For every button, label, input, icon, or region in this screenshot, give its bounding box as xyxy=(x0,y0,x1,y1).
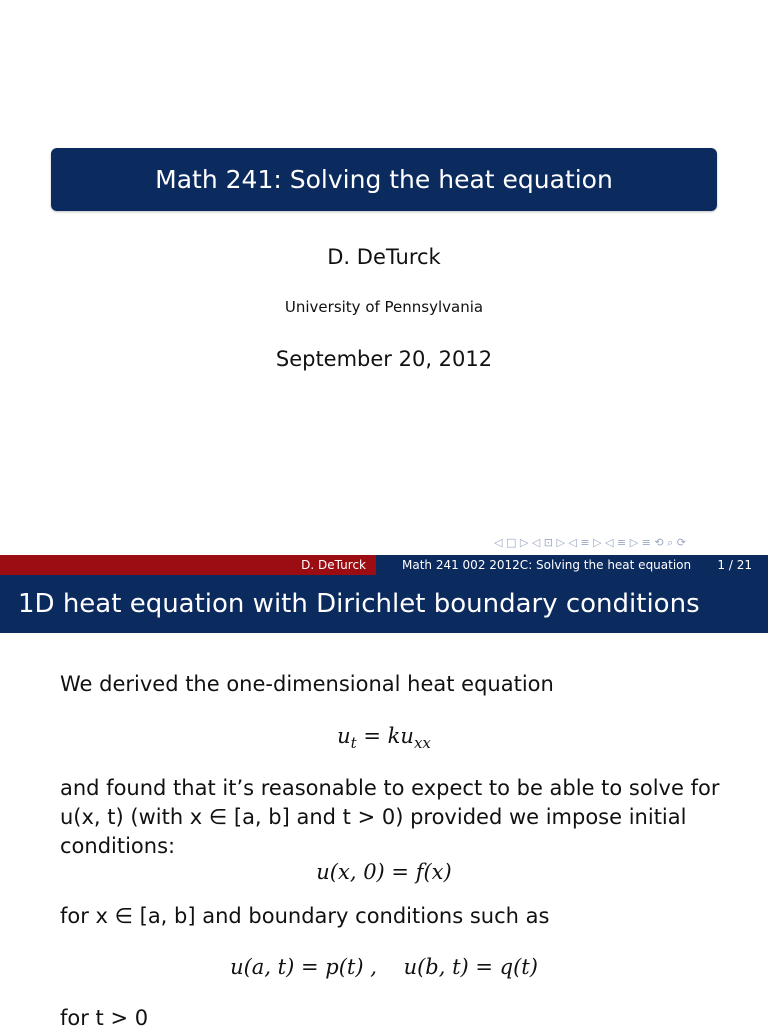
paragraph-2-line-1: and found that it’s reasonable to expect to be able to solve for xyxy=(60,776,720,800)
equation-initial-condition-text: u(x, 0) = f(x) xyxy=(316,860,452,884)
paragraph-1: We derived the one-dimensional heat equation xyxy=(60,672,554,696)
paragraph-2 xyxy=(60,774,740,861)
frame-title-bar xyxy=(0,575,768,633)
slide-title-box xyxy=(51,148,717,211)
footer-title: Math 241 002 2012C: Solving the heat equation xyxy=(402,558,692,572)
paragraph-4: for t > 0 xyxy=(60,1006,149,1030)
equation-boundary-conditions-text: u(a, t) = p(t) , u(b, t) = q(t) xyxy=(230,955,538,979)
footer-author-section xyxy=(0,555,376,575)
equation-heat xyxy=(0,724,768,752)
footer-author: D. DeTurck xyxy=(301,558,366,572)
paragraph-3: for x ∈ [a, b] and boundary conditions such as xyxy=(60,904,550,928)
frame-title: 1D heat equation with Dirichlet boundary conditions xyxy=(18,589,700,619)
beamer-navigation-icons[interactable]: ◁ □ ▷ ◁ ⊡ ▷ ◁ ≡ ▷ ◁ ≡ ▷ ≡ ⟲ ⌕ ⟳ xyxy=(494,536,686,549)
institute: University of Pennsylvania xyxy=(284,298,484,316)
author-name: D. DeTurck xyxy=(327,245,441,269)
presentation-date: September 20, 2012 xyxy=(275,347,493,371)
paragraph-2-line-2: u(x, t) (with x ∈ [a, b] and t > 0) provided we impose initial xyxy=(60,805,687,829)
equation-heat-text: $u_t = ku_{xx}$ xyxy=(337,724,431,753)
equation-boundary-conditions xyxy=(0,955,768,979)
footer-page-number: 1 / 21 xyxy=(717,558,752,572)
footer-bar xyxy=(0,555,768,575)
slide-title: Math 241: Solving the heat equation xyxy=(155,165,613,194)
equation-initial-condition xyxy=(0,860,768,884)
paragraph-2-line-3: conditions: xyxy=(60,834,176,858)
footer-title-section xyxy=(376,555,768,575)
